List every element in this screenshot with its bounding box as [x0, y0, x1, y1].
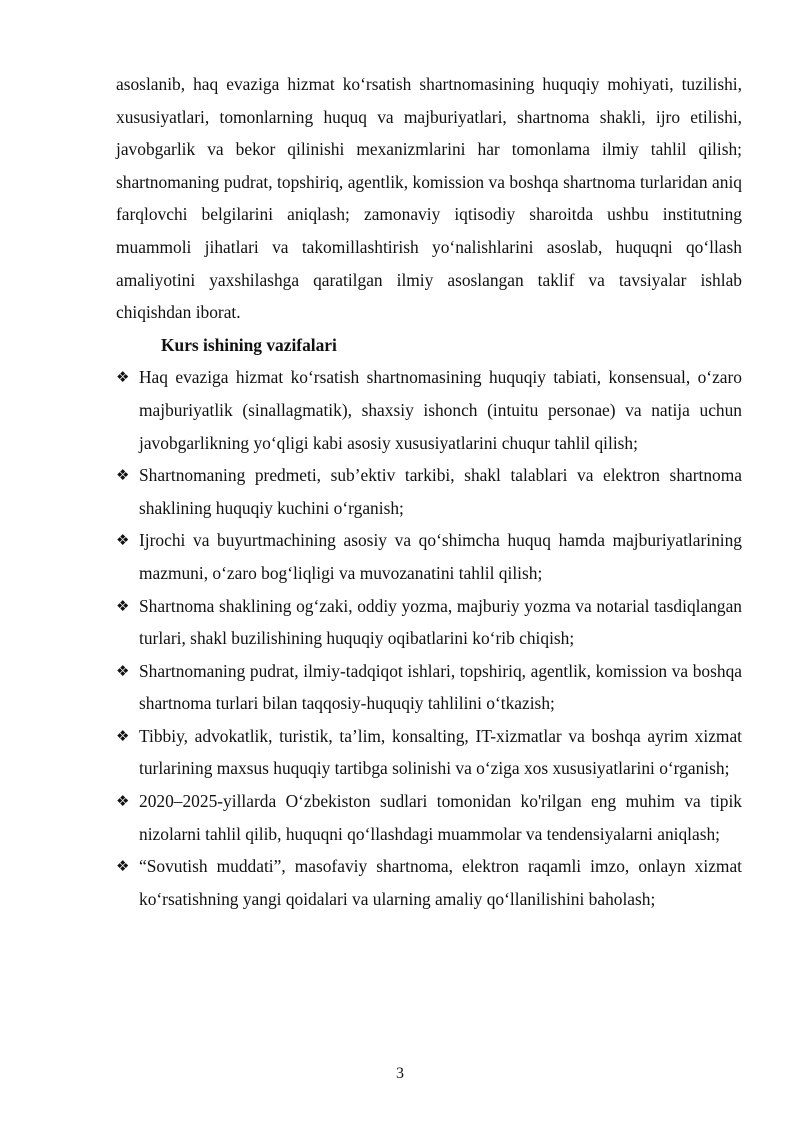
task-item	[116, 361, 742, 459]
document-page	[116, 68, 742, 915]
task-text: “Sovutish muddati”, masofaviy shartnoma, elektron raqamli imzo, onlayn xizmat ko‘rsatishning yangi qoidalari va ularning amaliy qo‘llanilishini baholash;	[139, 856, 742, 909]
task-text: Shartnoma shaklining og‘zaki, oddiy yozma, majburiy yozma va notarial tasdiqlangan turlari, shakl buzilishining huquqiy oqibatlarini ko‘rib chiqish;	[139, 595, 742, 649]
diamond-bullet-icon: ❖	[116, 792, 130, 811]
intro-paragraph: asoslanib, haq evaziga hizmat ko‘rsatish shartnomasining huquqiy mohiyati, tuzilishi, xususiyatlari, tomonlarning huquq va majburiyatlari, shartnoma shakli, ijro etilishi, javobgarlik va bekor qilinishi mexanizmlarini har tomonlama ilmiy tahlil qilish; shartnomaning pudrat, topshiriq, agentlik, komission va boshqa shartnoma turlaridan aniq farqlovchi belgilarini aniqlash; zamonaviy iqtisodiy sharoitda ushbu institutning muammoli jihatlari va takomillashtirish yo‘nalishlarini asoslab, huquqni qo‘llash amaliyotini yaxshilashga qaratilgan ilmiy asoslangan taklif va tavsiyalar ishlab chiqishdan iborat.	[116, 74, 742, 323]
diamond-bullet-icon: ❖	[116, 466, 130, 485]
diamond-bullet-icon: ❖	[116, 368, 130, 387]
task-text: Tibbiy, advokatlik, turistik, ta’lim, konsalting, IT-xizmatlar va boshqa ayrim xizmat turlarining maxsus huquqiy tartibga solinishi va o‘ziga xos xususiyatlarini o‘rganish;	[139, 725, 742, 779]
task-text: Ijrochi va buyurtmachining asosiy va qo‘shimcha huquq hamda majburiyatlarining mazmuni, o‘zaro bog‘liqligi va muvozanatini tahlil qilish;	[139, 530, 742, 583]
task-item	[116, 785, 742, 850]
task-item	[116, 850, 742, 915]
page-number: 3	[396, 1065, 404, 1082]
task-text: Shartnomaning predmeti, sub’ektiv tarkibi, shakl talablari va elektron shartnoma shaklining huquqiy kuchini o‘rganish;	[139, 465, 742, 518]
task-item	[116, 655, 742, 720]
task-text: Shartnomaning pudrat, ilmiy-tadqiqot ishlari, topshiriq, agentlik, komission va boshqa shartnoma turlari bilan taqqosiy-huquqiy tahlilini o‘tkazish;	[139, 660, 742, 714]
diamond-bullet-icon: ❖	[116, 857, 130, 876]
task-item	[116, 459, 742, 524]
diamond-bullet-icon: ❖	[116, 596, 130, 615]
task-item	[116, 524, 742, 589]
task-text: Haq evaziga hizmat ko‘rsatish shartnomasining huquqiy tabiati, konsensual, o‘zaro majburiyatlik (sinallagmatik), shaxsiy ishonch (intuitu personae) va natija uchun javobgarlikning yo‘qligi kabi asosiy xususiyatlarini chuqur tahlil qilish;	[139, 367, 742, 453]
task-item	[116, 720, 742, 785]
diamond-bullet-icon: ❖	[116, 531, 130, 550]
diamond-bullet-icon: ❖	[116, 661, 130, 680]
section-heading: Kurs ishining vazifalari	[161, 334, 337, 355]
task-item	[116, 590, 742, 655]
task-text: 2020–2025-yillarda O‘zbekiston sudlari tomonidan ko'rilgan eng muhim va tipik nizolarni tahlil qilib, huquqni qo‘llashdagi muammolar va tendensiyalarni aniqlash;	[139, 791, 742, 844]
diamond-bullet-icon: ❖	[116, 726, 130, 745]
task-list	[116, 361, 742, 915]
